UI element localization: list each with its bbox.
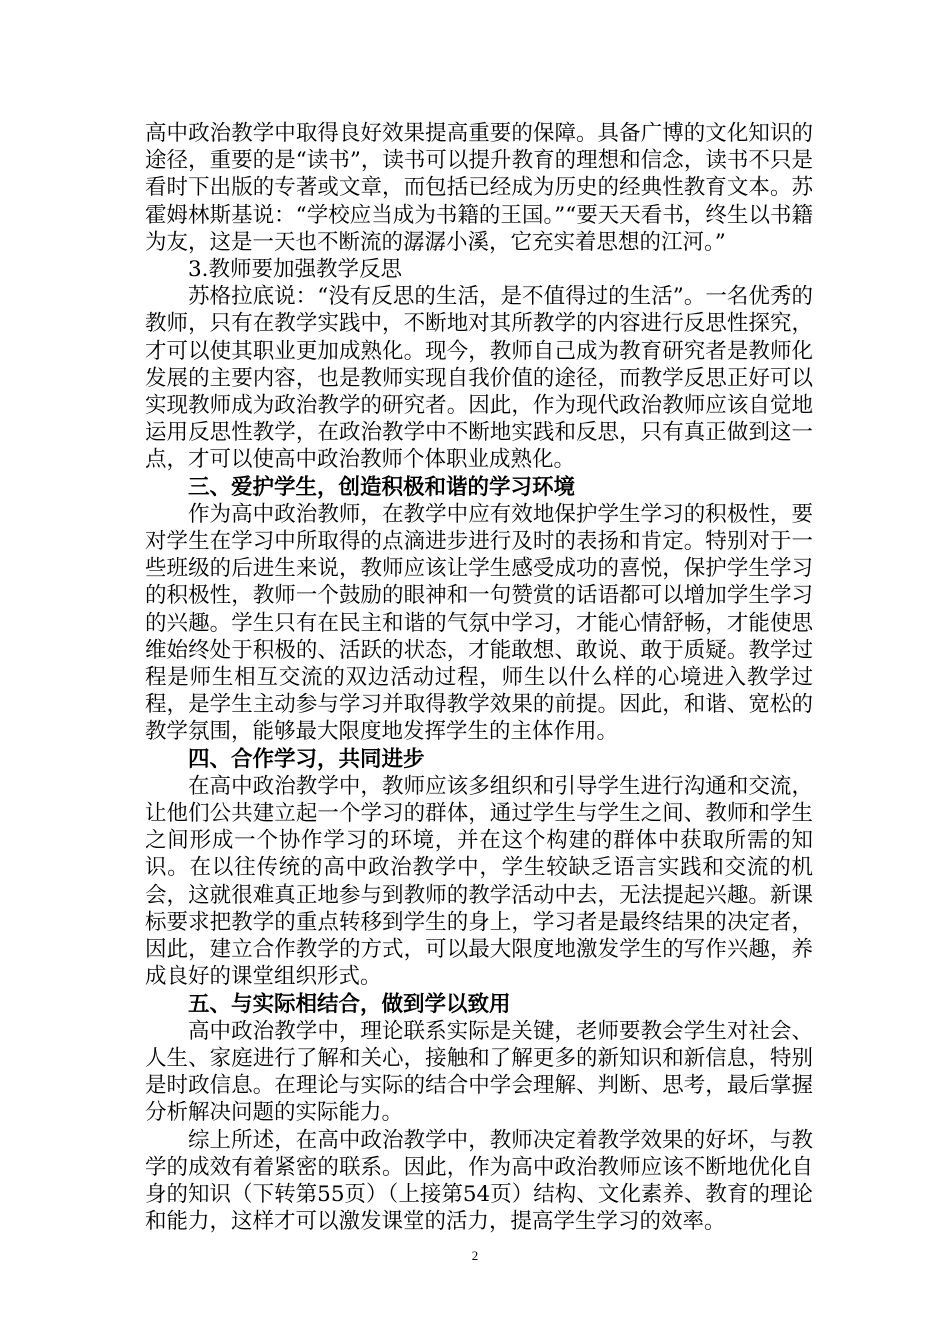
subheading-teaching-reflection: 3.教师要加强教学反思 [188,257,403,283]
section-heading-3: 三、爱护学生，创造积极和谐的学习环境 [188,474,576,500]
section-heading-4: 四、合作学习，共同进步 [188,746,425,772]
paragraph-cooperative-learning: 在高中政治教学中，教师应该多组织和引导学生进行沟通和交流，让他们公共建立起一个学习的群体，通过学生与学生之间、教师和学生之间形成一个协作学习的环境，并在这个构建的群体中获取所需的知识。在以往传统的高中政治教学中，学生较缺乏语言实践和交流的机会，这就很难真正地参与到教师的教学活动中去，无法提起兴趣。新课标要求把教学的重点转移到学生的身上，学习者是最终结果的决定者，因此，建立合作教学的方式，可以最大限度地激发学生的写作兴趣，养成良好的课堂组织形式。 [145,773,813,990]
paragraph-conclusion: 综上所述，在高中政治教学中，教师决定着教学效果的好坏，与教学的成效有着紧密的联系。因此，作为高中政治教师应该不断地优化自身的知识（下转第55页）（上接第54页）结构、文化素养、教育的理论和能力，这样才可以激发课堂的活力，提高学生学习的效率。 [145,1127,813,1235]
paragraph-care-students: 作为高中政治教师，在教学中应有效地保护学生学习的积极性，要对学生在学习中所取得的点滴进步进行及时的表扬和肯定。特别对于一些班级的后进生来说，教师应该让学生感受成功的喜悦，保护学生学习的积极性，教师一个鼓励的眼神和一句赞赏的话语都可以增加学生学习的兴趣。学生只有在民主和谐的气氛中学习，才能心情舒畅，才能使思维始终处于积极的、活跃的状态，才能敢想、敢说、敢于质疑。教学过程是师生相互交流的双边活动过程，师生以什么样的心境进入教学过程，是学生主动参与学习并取得教学效果的前提。因此，和谐、宽松的教学氛围，能够最大限度地发挥学生的主体作用。 [145,501,813,745]
document-body [145,120,813,1235]
page-number: 2 [471,1248,479,1263]
paragraph-reflection: 苏格拉底说：“没有反思的生活，是不值得过的生活”。一名优秀的教师，只有在教学实践中，不断地对其所教学的内容进行反思性探究，才可以使其职业更加成熟化。现今，教师自己成为教育研究者是教师化发展的主要内容，也是教师实现自我价值的途径，而教学反思正好可以实现教师成为政治教学的研究者。因此，作为现代政治教师应该自觉地运用反思性教学，在政治教学中不断地实践和反思，只有真正做到这一点，才可以使高中政治教师个体职业成熟化。 [145,284,813,473]
paragraph-reading-importance: 高中政治教学中取得良好效果提高重要的保障。具备广博的文化知识的途径，重要的是“读书”，读书可以提升教育的理想和信念，读书不只是看时下出版的专著或文章，而包括已经成为历史的经典性教育文本。苏霍姆林斯基说：“学校应当成为书籍的王国。”“要天天看书，终生以书籍为友，这是一天也不断流的潺潺小溪，它充实着思想的江河。” [145,121,813,255]
section-heading-5: 五、与实际相结合，做到学以致用 [188,991,511,1017]
paragraph-theory-practice: 高中政治教学中，理论联系实际是关键，老师要教会学生对社会、人生、家庭进行了解和关心，接触和了解更多的新知识和新信息，特别是时政信息。在理论与实际的结合中学会理解、判断、思考，最后掌握分析解决问题的实际能力。 [145,1018,813,1126]
